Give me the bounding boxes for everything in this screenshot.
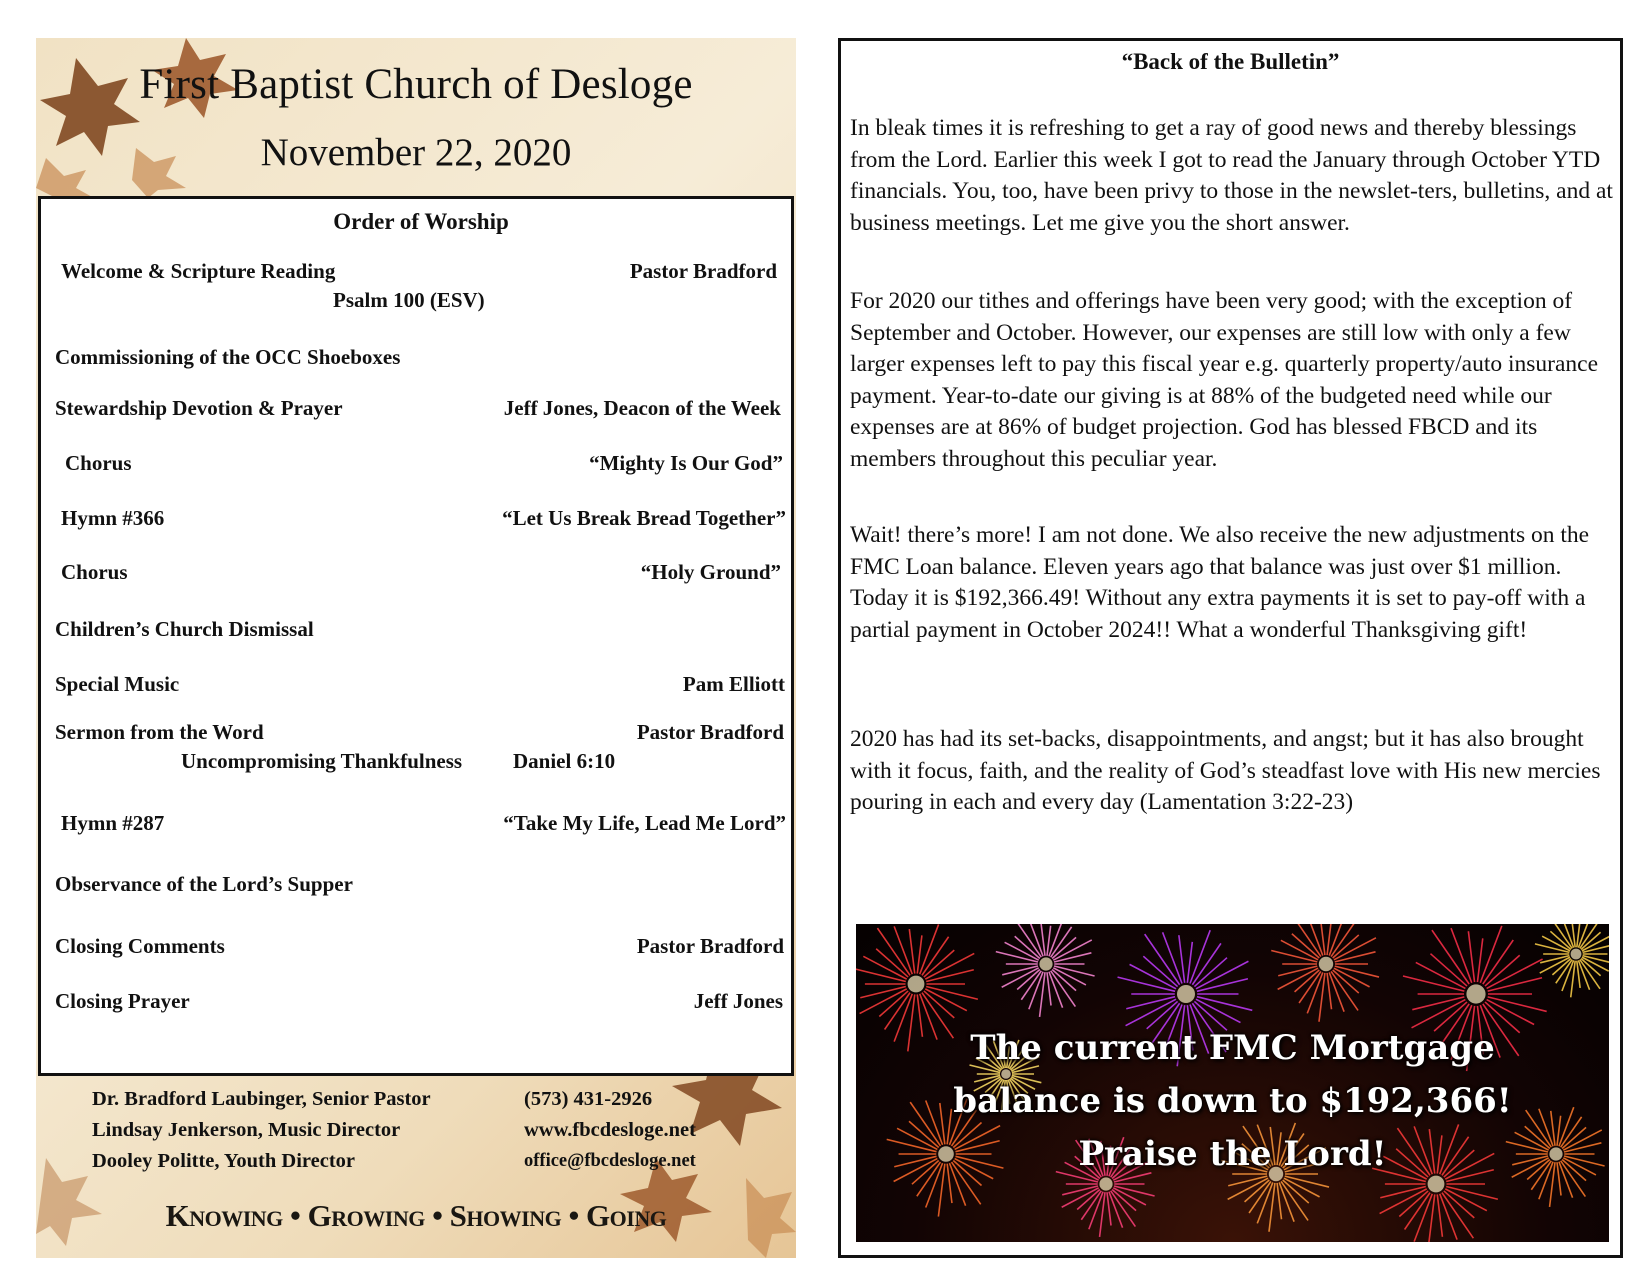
mortgage-caption-line: Praise the Lord! <box>1078 1134 1387 1174</box>
contact-info <box>524 1084 696 1177</box>
worship-item-label: Special Music <box>55 672 180 696</box>
paragraph: 2020 has had its set-backs, disappointments, and angst; but it has also brought with it focus, faith, and the reality of God’s steadfast love with His new mercies pouring in each and every day (Lamentation 3:22-23) <box>850 726 1601 815</box>
worship-item <box>55 934 784 959</box>
worship-item <box>55 396 781 421</box>
church-email-link[interactable]: office@fbcdesloge.net <box>524 1151 696 1171</box>
church-website-link[interactable]: www.fbcdesloge.net <box>524 1119 696 1141</box>
worship-item <box>61 259 777 284</box>
paragraph: In bleak times it is refreshing to get a ray of good news and thereby blessings from the Lord. Earlier this week I got to read the January through October YTD financials. You, too, have been privy to those in the newslet-ters, bulletins, and at business meetings. Let me give you the short answer. <box>850 115 1613 236</box>
scripture-reference: Psalm 100 (ESV) <box>333 288 485 312</box>
worship-item-leader: Pam Elliott <box>682 672 785 696</box>
worship-item <box>55 872 781 897</box>
worship-item-label: Hymn #287 <box>61 811 165 835</box>
worship-item-label: Chorus <box>61 560 128 584</box>
worship-item-leader: Pastor Bradford <box>636 720 784 744</box>
worship-item-leader: “Holy Ground” <box>640 560 781 584</box>
worship-item <box>65 451 783 476</box>
church-motto: Knowing • Growing • Showing • Going <box>165 1198 667 1233</box>
worship-item-label: Closing Prayer <box>55 989 190 1013</box>
worship-order-panel <box>36 38 796 1258</box>
back-of-bulletin-title: “Back of the Bulletin” <box>1121 49 1340 74</box>
worship-item <box>55 617 781 642</box>
staff-senior-pastor: Dr. Bradford Laubinger, Senior Pastor <box>92 1088 431 1110</box>
mortgage-caption-line: balance is down to $192,366! <box>953 1081 1512 1121</box>
worship-item-leader: Pastor Bradford <box>636 934 784 958</box>
mortgage-caption-line: The current FMC Mortgage <box>970 1028 1495 1068</box>
worship-item-leader: “Mighty Is Our God” <box>589 451 783 475</box>
worship-item-leader: Jeff Jones <box>693 989 783 1013</box>
paragraph: Wait! there’s more! I am not done. We also receive the new adjustments on the FMC Loan balance. Eleven years ago that balance was just over $1 million. Today it is $192,366.49! Without any extra payments it is set to pay-off with a partial payment in October 2024!! What a wonderful Thanksgiving gift! <box>850 522 1590 643</box>
worship-item <box>61 506 786 531</box>
order-of-worship-box <box>38 196 794 1076</box>
worship-item <box>61 811 786 836</box>
worship-item-label: Welcome & Scripture Reading <box>61 259 336 283</box>
worship-item <box>61 560 781 585</box>
worship-item-label: Stewardship Devotion & Prayer <box>55 396 343 420</box>
mortgage-caption <box>856 1022 1609 1181</box>
back-of-bulletin-panel <box>838 38 1623 1258</box>
order-of-worship-title: Order of Worship <box>333 209 509 234</box>
worship-item-label: Children’s Church Dismissal <box>55 617 314 641</box>
worship-item-label: Chorus <box>65 451 132 475</box>
sermon-title: Uncompromising Thankfulness <box>181 749 463 773</box>
church-name: First Baptist Church of Desloge <box>139 61 693 108</box>
staff-list <box>92 1084 431 1177</box>
worship-item-label: Sermon from the Word <box>55 720 264 744</box>
worship-item <box>55 720 784 745</box>
worship-item-label: Hymn #366 <box>61 506 165 530</box>
staff-music-director: Lindsay Jenkerson, Music Director <box>92 1119 401 1141</box>
staff-youth-director: Dooley Politte, Youth Director <box>92 1150 356 1172</box>
paragraph: For 2020 our tithes and offerings have been very good; with the exception of September and October. However, our expenses are still low with only a few larger expenses left to pay this fiscal year e.g. quarterly property/auto insurance payment. Year-to-date our giving is at 88% of the budgeted need while our expenses are at 86% of budget projection. God has blessed FBCD and its members throughout this peculiar year. <box>850 288 1599 472</box>
sermon-text: Daniel 6:10 <box>513 749 616 773</box>
worship-item <box>55 345 781 370</box>
worship-item-leader: Jeff Jones, Deacon of the Week <box>503 396 781 420</box>
worship-item <box>55 989 783 1014</box>
bulletin-date: November 22, 2020 <box>260 131 572 174</box>
worship-item-leader: Pastor Bradford <box>629 259 777 283</box>
worship-item <box>55 672 785 697</box>
worship-item-label: Commissioning of the OCC Shoeboxes <box>55 345 401 369</box>
worship-item-label: Observance of the Lord’s Supper <box>55 872 353 896</box>
worship-item-leader: “Let Us Break Bread Together” <box>502 506 786 530</box>
worship-item-leader: “Take My Life, Lead Me Lord” <box>503 811 786 835</box>
worship-item-label: Closing Comments <box>55 934 225 958</box>
fireworks-image <box>856 924 1609 1242</box>
church-phone: (573) 431-2926 <box>524 1088 653 1110</box>
